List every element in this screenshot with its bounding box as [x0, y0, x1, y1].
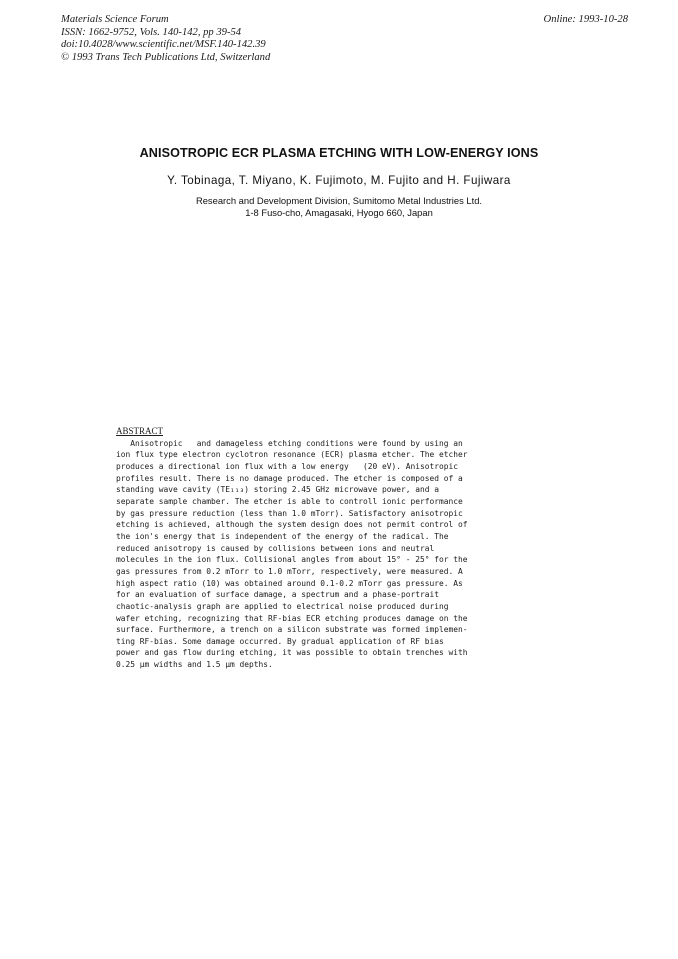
paper-authors: Y. Tobinaga, T. Miyano, K. Fujimoto, M. Fujito and H. Fujiwara	[167, 174, 511, 187]
journal-name: Materials Science Forum	[61, 14, 169, 25]
abstract-line: for an evaluation of surface damage, a spectrum and a phase-portrait	[116, 590, 440, 600]
abstract-line: by gas pressure reduction (less than 1.0 mTorr). Satisfactory anisotropic	[116, 508, 463, 518]
abstract-line: the ion's energy that is independent of the energy of the radical. The	[116, 531, 449, 541]
online-date: Online: 1993-10-28	[543, 14, 628, 25]
abstract-line: power and gas flow during etching, it was possible to obtain trenches with	[116, 648, 468, 658]
abstract-line: 0.25 μm widths and 1.5 μm depths.	[116, 660, 273, 670]
abstract-line: ion flux type electron cyclotron resonance (ECR) plasma etcher. The etcher	[116, 450, 468, 460]
abstract-section	[116, 426, 536, 671]
abstract-line: wafer etching, recognizing that RF-bias ECR etching produces damage on the	[116, 613, 468, 623]
doi-line[interactable]: doi:10.4028/www.scientific.net/MSF.140-142.39	[61, 39, 266, 50]
publication-metadata	[61, 14, 270, 64]
abstract-line: surface. Furthermore, a trench on a silicon substrate was formed implemen-	[116, 625, 468, 635]
affiliation-line: Research and Development Division, Sumitomo Metal Industries Ltd.	[195, 195, 483, 206]
abstract-line: chaotic-analysis graph are applied to electrical noise produced during	[116, 601, 449, 611]
paper-title: ANISOTROPIC ECR PLASMA ETCHING WITH LOW-ENERGY IONS	[139, 146, 539, 160]
abstract-line: etching is achieved, although the system design does not permit control of	[116, 520, 468, 530]
abstract-line: separate sample chamber. The etcher is able to controll ionic performance	[116, 496, 463, 506]
issn-line: ISSN: 1662-9752, Vols. 140-142, pp 39-54	[61, 26, 242, 38]
abstract-heading: ABSTRACT	[116, 426, 164, 436]
abstract-line: Anisotropic and damageless etching conditions were found by using an	[116, 438, 463, 448]
abstract-line: reduced anisotropy is caused by collisions between ions and neutral	[116, 543, 435, 553]
copyright-line: © 1993 Trans Tech Publications Ltd, Switzerland	[61, 51, 271, 63]
abstract-line: high aspect ratio (10) was obtained around 0.1-0.2 mTorr gas pressure. As	[116, 578, 463, 588]
abstract-line: produces a directional ion flux with a low energy (20 eV). Anisotropic	[116, 461, 459, 471]
abstract-line: gas pressures from 0.2 mTorr to 1.0 mTorr, respectively, were measured. A	[116, 566, 463, 576]
abstract-line: ting RF-bias. Some damage occurred. By gradual application of RF bias	[116, 636, 444, 646]
abstract-line: standing wave cavity (TE₁₁₃) storing 2.45 GHz microwave power, and a	[116, 485, 440, 495]
abstract-line: profiles result. There is no damage produced. The etcher is composed of a	[116, 473, 463, 483]
affiliation-line: 1-8 Fuso-cho, Amagasaki, Hyogo 660, Japan	[245, 206, 433, 218]
abstract-line: molecules in the ion flux. Collisional angles from about 15° - 25° for the	[116, 555, 468, 565]
affiliation	[0, 195, 678, 218]
